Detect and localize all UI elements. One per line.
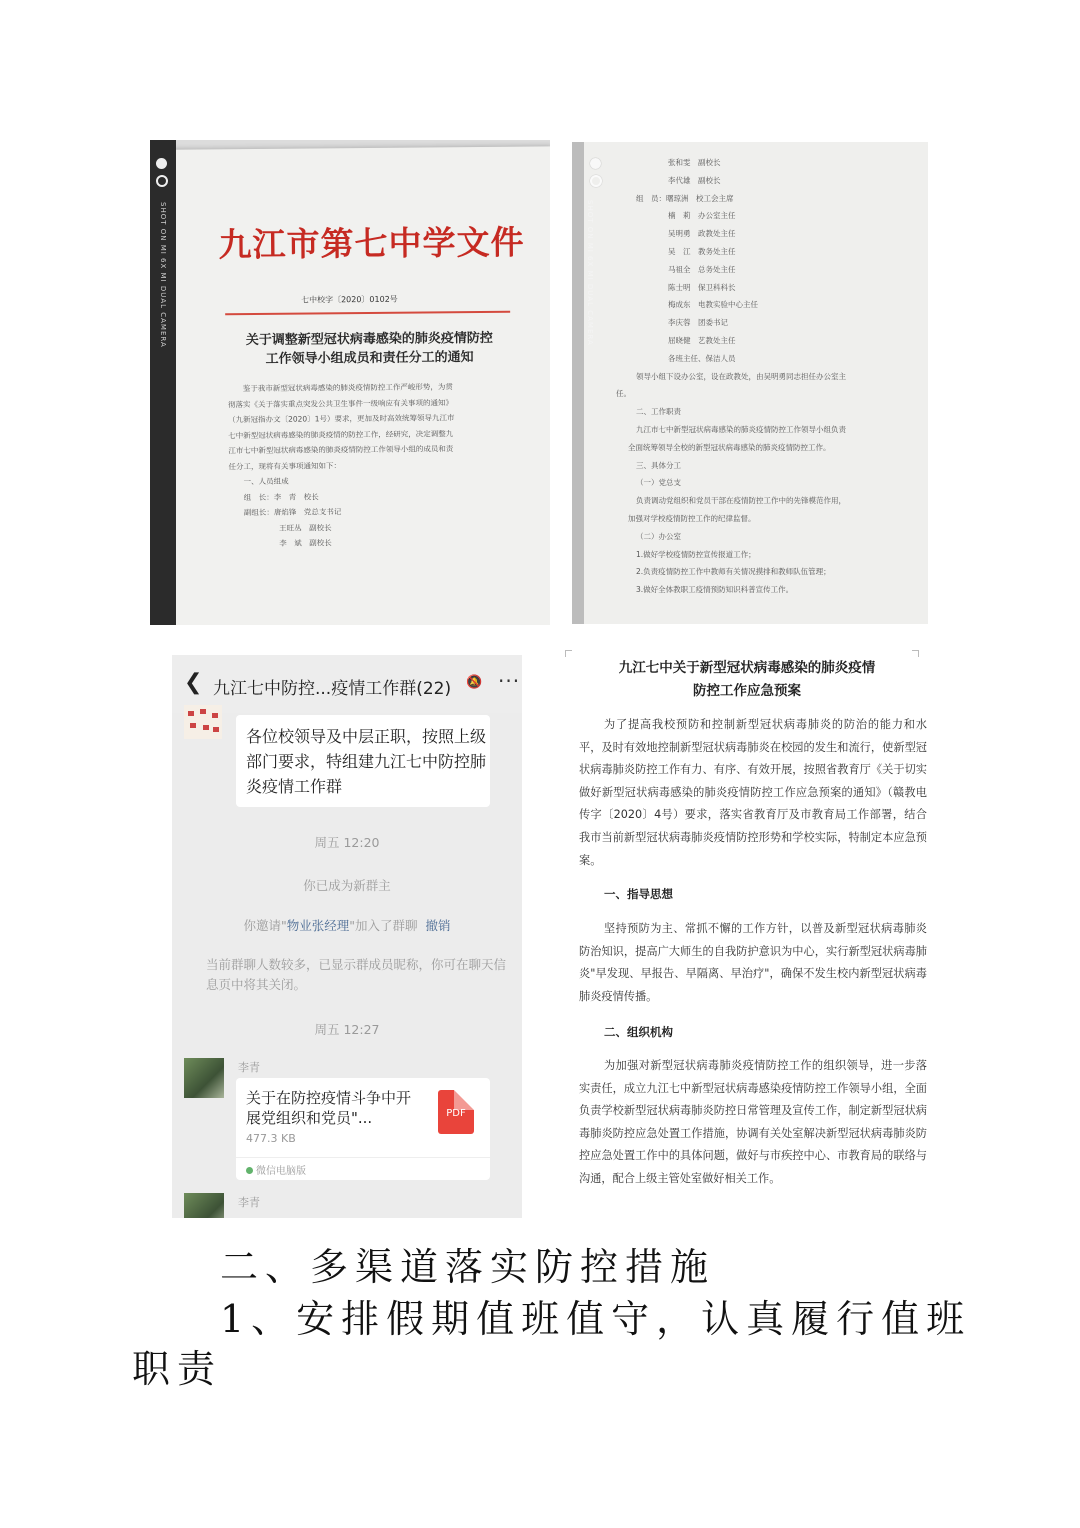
camera-dots-icon	[156, 158, 170, 193]
table-shadow	[572, 142, 584, 624]
plan-paragraph: 为加强对新型冠状病毒肺炎疫情防控工作的组织领导，进一步落实责任，成立九江七中新型冠状病毒感染疫情防控工作领导小组，全面负责学校新型冠状病毒肺炎防控日常管理及宣传工作，制定新型冠状病毒肺炎防控应急处置工作措施，协调有关处室解决新型冠状病毒肺炎防控应急处置工作中的具体问题，做好与市疾控中心、市教育局的联络与沟通，配合上级主管处室做好相关工作。	[579, 1059, 927, 1185]
emergency-plan-document	[562, 650, 927, 1220]
invitee-name-link[interactable]: 物业张经理	[286, 918, 350, 933]
document-red-header: 九江市第七中学文件	[218, 222, 525, 265]
paper-sheet	[170, 146, 550, 625]
chat-screenshot	[172, 655, 522, 1218]
file-source: 微信电脑版	[246, 1162, 306, 1177]
crop-mark	[565, 650, 572, 657]
plan-paragraph: 坚持预防为主、常抓不懈的工作方针，以普及新型冠状病毒肺炎防治知识，提高广大师生的自我防护意识为中心，实行新型冠状病毒肺炎"早发现、早报告、早隔离、早治疗"，确保不发生校内新型冠状病毒肺炎疫情传播。	[579, 922, 927, 1003]
bell-off-icon: 🔕	[466, 675, 483, 690]
more-icon[interactable]: ···	[498, 669, 521, 693]
file-name: 关于在防控疫情斗争中开展党组织和党员"...	[246, 1089, 412, 1127]
plan-paragraph: 为了提高我校预防和控制新型冠状病毒肺炎的防治的能力和水平，及时有效地控制新型冠状病毒肺炎在校园的发生和流行，使新型冠状病毒肺炎防控工作有力、有序、有效开展，按照省教育厅《关于切实做好新型冠状病毒感染的肺炎疫情防控工作应急预案的通知》（赣教电传字〔2020〕4号）要求，落实省教育厅及市教育局工作部署，结合我市当前新型冠状病毒肺炎疫情防控形势和学校实际，特制定本应急预案。	[579, 718, 927, 867]
sender-name: 李青	[238, 1061, 260, 1074]
section-heading: 一、指导思想	[604, 887, 673, 901]
avatar[interactable]	[184, 1058, 224, 1098]
revoke-link[interactable]: 撤销	[425, 918, 451, 933]
item-heading-continued: 职责	[132, 1347, 223, 1391]
item-heading: 1、安排假期值班值守，认真履行值班	[220, 1297, 972, 1341]
file-size: 477.3 KB	[246, 1132, 296, 1145]
document-photo-2	[572, 142, 928, 624]
back-chevron-icon[interactable]: ❮	[184, 670, 203, 695]
avatar[interactable]	[184, 1193, 224, 1218]
camera-watermark: SHOT ON MI 6X MI DUAL CAMERA	[159, 202, 167, 348]
section-heading: 二、组织机构	[604, 1025, 673, 1039]
camera-dots-icon	[590, 158, 604, 193]
group-chat-title: 九江七中防控...疫情工作群(22)	[213, 679, 452, 699]
wechat-pc-icon	[246, 1167, 253, 1174]
invite-system-message: 你邀请"物业张经理"加入了群聊 撤销	[243, 918, 451, 933]
pdf-file-icon: PDF	[438, 1090, 474, 1134]
document-photo-1	[150, 140, 550, 625]
chat-title-bar	[172, 655, 522, 713]
message-bubble[interactable]	[236, 715, 490, 807]
message-text: 各位校领导及中层正职，按照上级部门要求，特组建九江七中防控肺炎疫情工作群	[246, 727, 487, 796]
timestamp: 周五 12:20	[314, 835, 380, 850]
system-message: 你已成为新群主	[303, 878, 391, 893]
red-divider	[225, 311, 510, 315]
crop-mark	[912, 650, 919, 657]
member-list-body: 张和雯 副校长 李代雄 副校长 组 员：曙琼洲 校工会主席 楠 莉 办公室主任 吴明勇 政教处主任 吴 江 教务处主任 马祖全 总务处主任 陈士明 保卫科科长 梅成东 电教实验中心主任 李庆蓉 团委书记 屈晓健 艺教处主任 各班主任、保洁人员 领导小组下设办公室，设在政教处，由吴明勇同志担任办公室主 任。 二、工作职责 九江市七中新型冠状病毒感染的肺炎疫情防控工作领导小组负责 全面统筹领导全校的新型冠状病毒感染的肺炎疫情防控工作。 三、具体分工 （一）党总支 负责调动党组织和党员干部在疫情防控工作中的先锋模范作用， 加强对学校疫情防控工作的纪律监督。 （二）办公室 1.做好学校疫情防控宣传报道工作； 2.负责疫情防控工作中教师有关情况摸排和教师队伍管理； 3.做好全体教职工疫情预防知识科普宣传工作。	[616, 158, 846, 595]
section-heading: 二、多渠道落实防控措施	[220, 1245, 716, 1289]
avatar[interactable]	[184, 705, 222, 739]
file-message-card[interactable]	[236, 1078, 490, 1180]
notice-title: 关于调整新型冠状病毒感染的肺炎疫情防控 工作领导小组成员和责任分工的通知	[245, 330, 493, 367]
card-divider	[236, 1157, 490, 1158]
plan-title: 九江七中关于新型冠状病毒感染的肺炎疫情 防控工作应急预案	[618, 660, 876, 699]
camera-watermark: SHOT ON MI 6X MI DUAL CAMERA	[586, 200, 594, 346]
timestamp: 周五 12:27	[314, 1022, 380, 1037]
member-nickname-notice: 当前群聊人数较多，已显示群成员昵称，你可在聊天信息页中将其关闭。	[206, 957, 507, 992]
paper-sheet	[582, 142, 928, 624]
document-number: 七中校字〔2020〕0102号	[301, 294, 398, 305]
notice-body: 鉴于我市新型冠状病毒感染的肺炎疫情防控工作严峻形势，为贯 彻落实《关于落实重点突发公共卫生事件一级响应有关事项的通知》 （九新冠指办文〔2020〕1号）要求，更加及时高效统筹领导九江市 七中新型冠状病毒感染的肺炎疫情的防控工作，经研究，决定调整九 江市七中新型冠状病毒感染的肺炎疫情防控工作领导小组的成员和责 任分工，现将有关事项通知如下： 一、人员组成 组 长：李 青 校长 副组长：唐焰锋 党总支书记 王旺丛 副校长 李 斌 副校长	[227, 382, 455, 548]
sender-name: 李青	[238, 1196, 260, 1209]
